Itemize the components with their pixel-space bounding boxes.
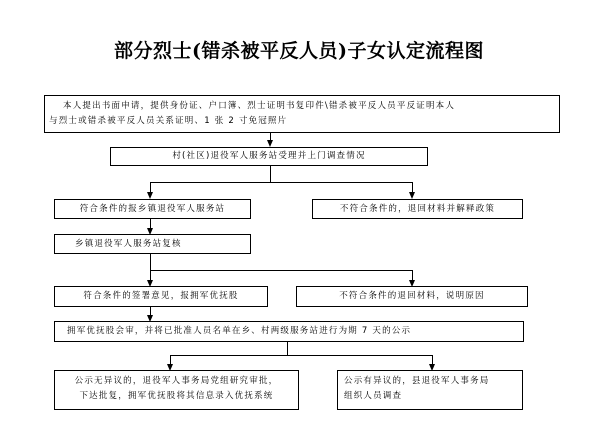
connector-review-down (150, 254, 151, 270)
objection-text-line2: 组织人员调查 (344, 391, 403, 401)
arrow-to-qualified-town (147, 192, 153, 199)
qualified-sign-box (54, 286, 268, 307)
unqualified-explain-text: 不符合条件的退回材料，说明原因 (339, 291, 485, 301)
connector-branch-1 (150, 182, 412, 183)
town-review-text: 乡镇退役军人服务站复核 (75, 239, 182, 249)
unqualified-explain-box (296, 286, 528, 307)
publicity-box (54, 321, 524, 342)
no-objection-text-line2: 下达批复，拥军优抚股将其信息录入优抚系统 (79, 391, 274, 401)
connector-branch-3 (170, 355, 432, 356)
arrow-apply-village (267, 140, 273, 147)
village-text: 村(社区)退役军人服务站受理并上门调查情况 (172, 151, 366, 161)
apply-text-line2: 与烈士或错杀被平反人员关系证明、1 张 2 寸免冠照片 (49, 116, 288, 126)
unqualified-return-text: 不符合条件的，退回材料并解释政策 (339, 204, 496, 214)
connector-publicity-down (287, 342, 288, 355)
town-review-box (54, 234, 251, 254)
apply-text-line1: 本人提出书面申请，提供身份证、户口簿、烈士证明书复印件\错杀被平反人员平反证明本人 (63, 101, 456, 111)
objection-box (337, 370, 523, 410)
qualified-sign-text: 符合条件的签署意见，报拥军优抚股 (83, 291, 239, 301)
apply-box (44, 95, 560, 133)
arrow-to-unqualified-return (409, 192, 415, 199)
unqualified-return-box (312, 199, 523, 219)
qualified-town-box (54, 199, 251, 219)
connector-branch-2 (150, 270, 412, 271)
no-objection-box (54, 370, 299, 410)
qualified-town-text: 符合条件的报乡镇退役军人服务站 (79, 204, 226, 214)
village-box (110, 147, 428, 166)
connector-village-down (270, 166, 271, 182)
page-title: 部分烈士(错杀被平反人员)子女认定流程图 (114, 40, 484, 62)
no-objection-text-line1: 公示无异议的，退役军人事务局党组研究审批， (74, 376, 279, 386)
publicity-text: 拥军优抚股会审，并将已批准人员名单在乡、村两级服务站进行为期 7 天的公示 (67, 326, 412, 336)
objection-text-line1: 公示有异议的，县退役军人事务局 (344, 376, 490, 386)
